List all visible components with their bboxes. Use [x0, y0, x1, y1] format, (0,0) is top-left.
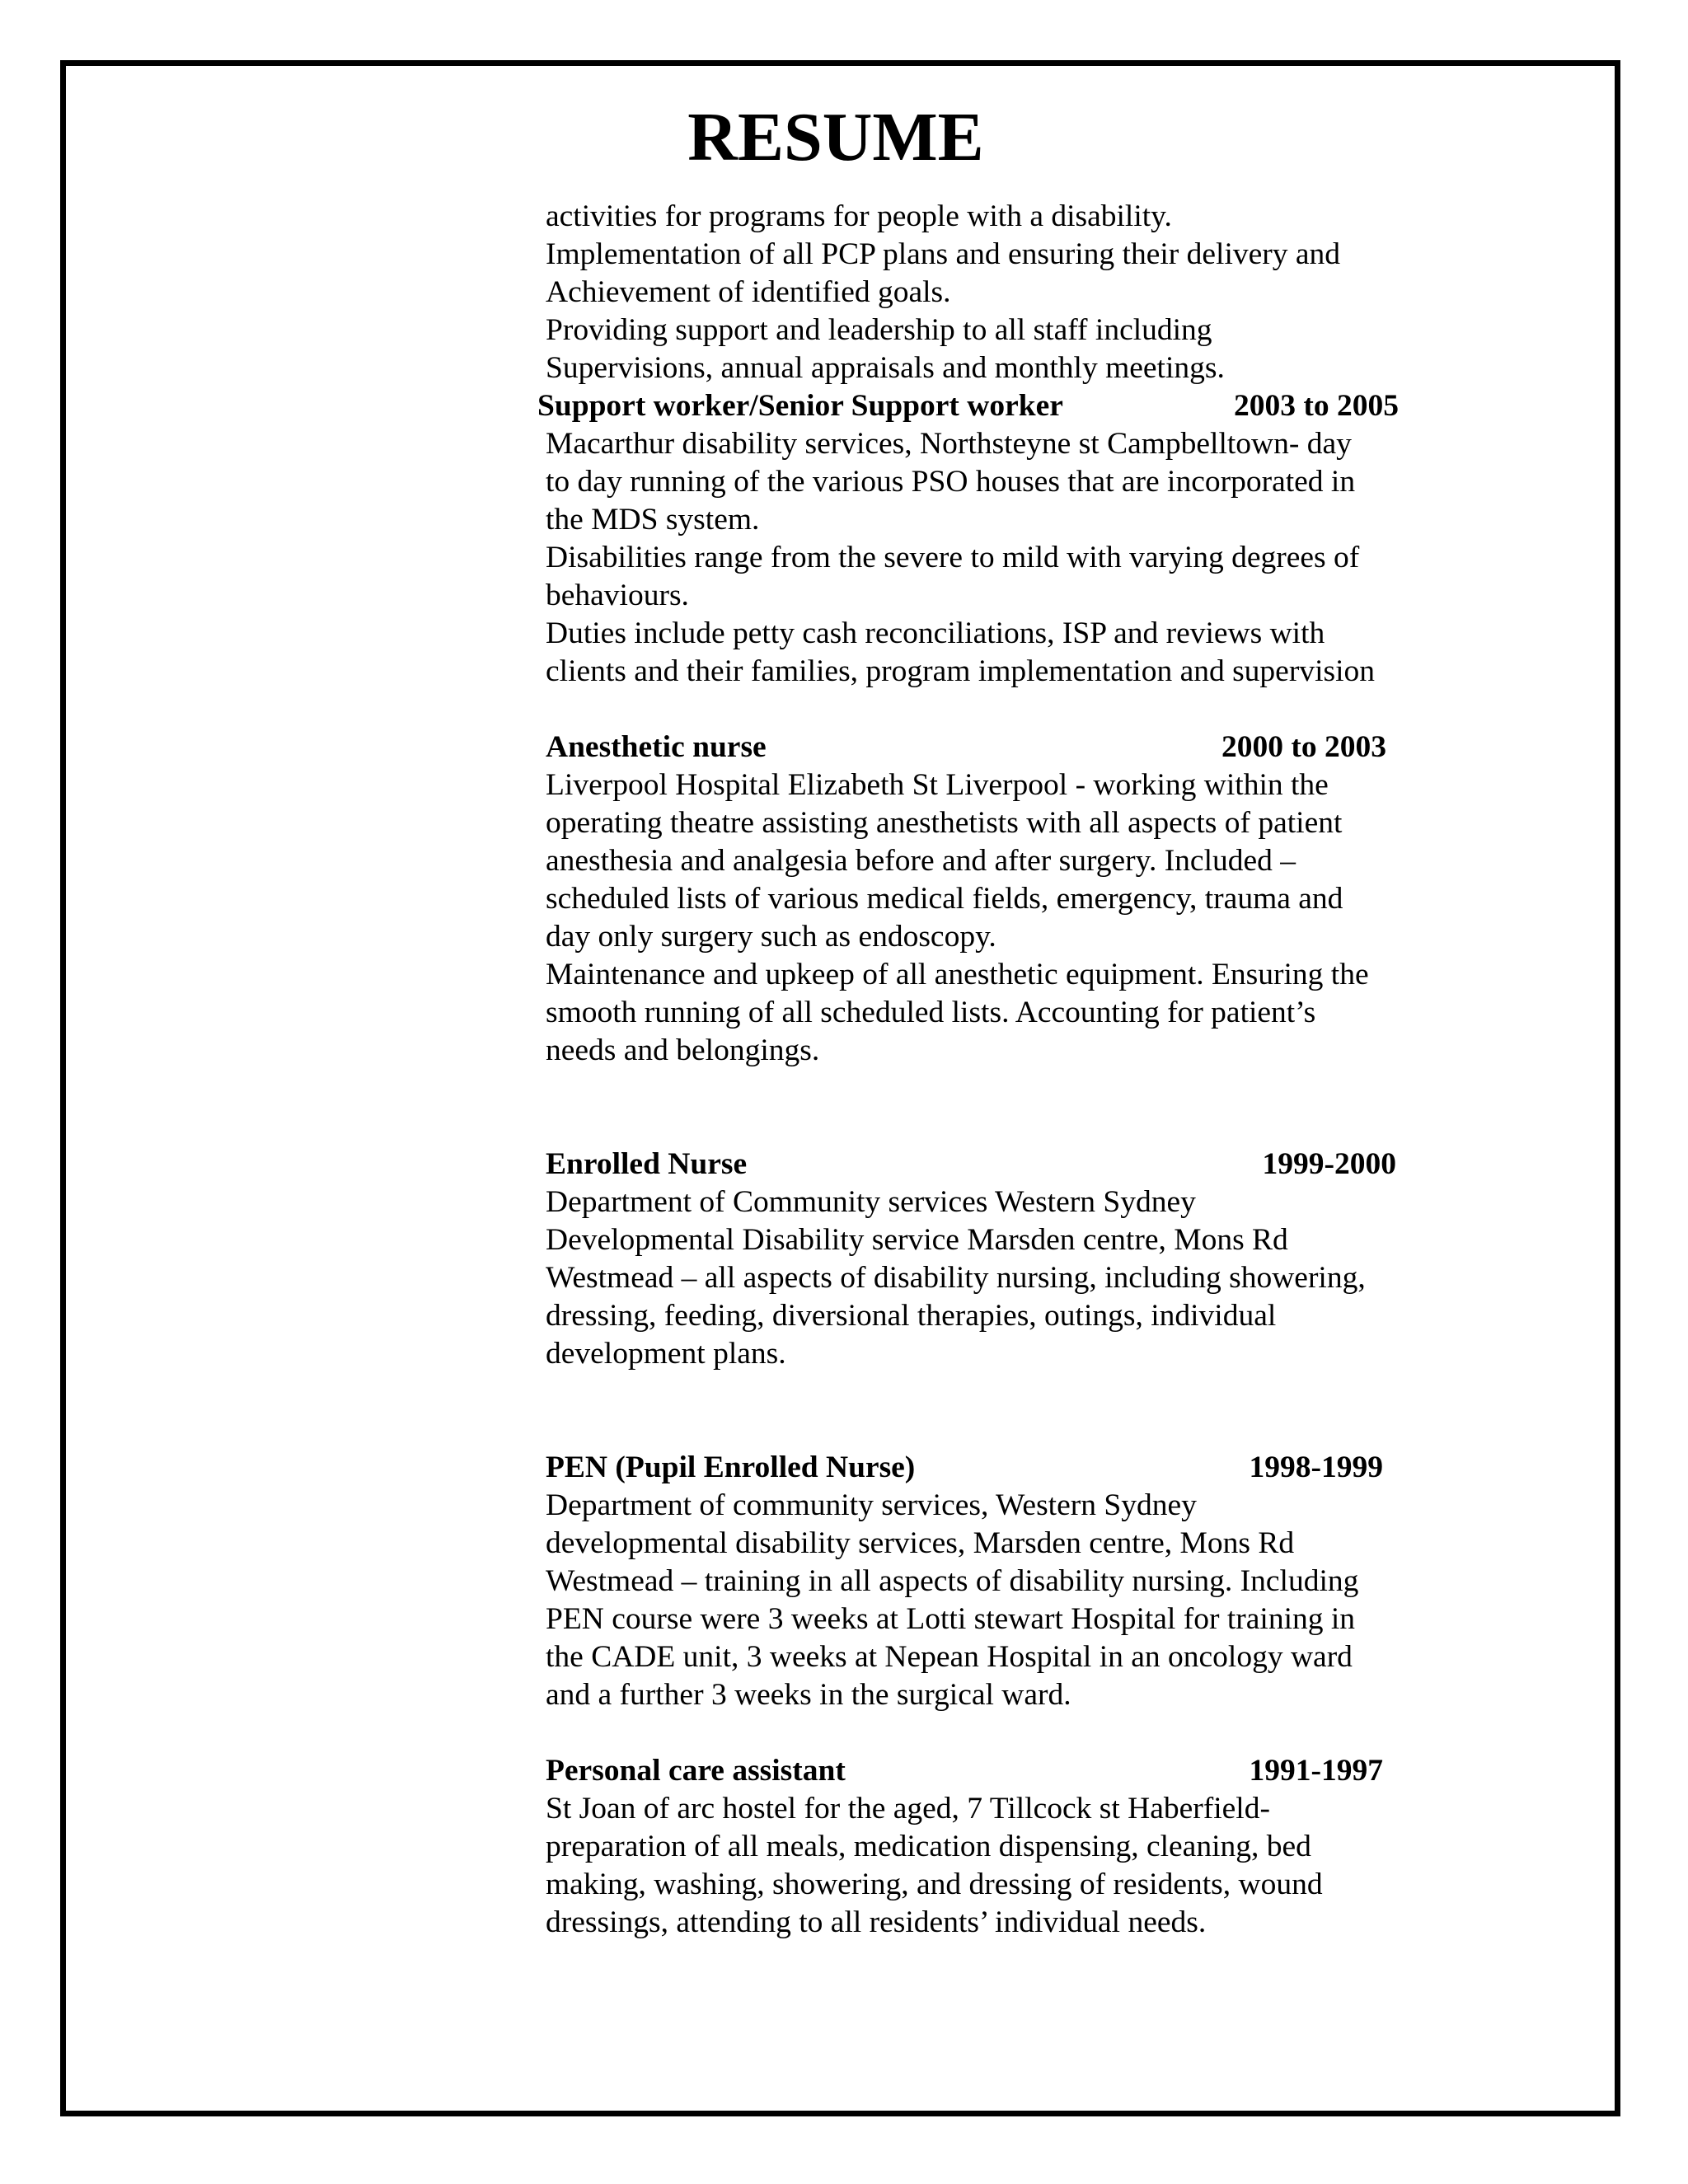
job-role: PEN (Pupil Enrolled Nurse): [546, 1451, 916, 1484]
job-heading: [546, 1449, 1383, 1487]
job-entry-enrolled-nurse: [546, 1146, 1461, 1373]
job-heading: [546, 1752, 1383, 1790]
job-description-line: developmental disability services, Marsden centre, Mons Rd: [546, 1526, 1295, 1560]
job-role: Enrolled Nurse: [546, 1147, 748, 1181]
job-description-line: Department of Community services Western Sydney: [546, 1185, 1196, 1219]
job-role: Support worker/Senior Support worker: [537, 389, 1063, 423]
job-description-line: smooth running of all scheduled lists. Accounting for patient’s: [546, 996, 1316, 1029]
intro-line: Achievement of identified goals.: [546, 275, 951, 309]
job-description-line: and a further 3 weeks in the surgical ward.: [546, 1678, 1071, 1712]
job-description-line: Disabilities range from the severe to mild with varying degrees of: [546, 541, 1360, 574]
resume-heading: RESUME: [687, 99, 984, 176]
job-description-line: anesthesia and analgesia before and after surgery. Included –: [546, 844, 1296, 878]
job-heading: [546, 729, 1386, 766]
job-description-line: day only surgery such as endoscopy.: [546, 920, 996, 954]
job-description-line: operating theatre assisting anesthetists with all aspects of patient: [546, 806, 1343, 840]
job-entry-support-worker: [537, 387, 1461, 691]
job-description-line: needs and belongings.: [546, 1033, 820, 1067]
job-dates: 1991-1997: [1249, 1754, 1383, 1788]
job-description-line: the CADE unit, 3 weeks at Nepean Hospital in an oncology ward: [546, 1640, 1353, 1674]
intro-line: Implementation of all PCP plans and ensuring their delivery and: [546, 237, 1341, 271]
job-description-line: dressings, attending to all residents’ individual needs.: [546, 1905, 1207, 1939]
job-dates: 1998-1999: [1249, 1451, 1383, 1484]
job-role: Anesthetic nurse: [546, 730, 767, 764]
job-entry-anesthetic-nurse: [546, 729, 1461, 1070]
intro-line: Supervisions, annual appraisals and monthly meetings.: [546, 351, 1225, 385]
job-description-line: Developmental Disability service Marsden centre, Mons Rd: [546, 1223, 1288, 1257]
job-heading: [546, 1146, 1396, 1183]
job-dates: 2003 to 2005: [1234, 389, 1399, 423]
job-description-line: to day running of the various PSO houses that are incorporated in: [546, 465, 1356, 499]
job-description-line: Liverpool Hospital Elizabeth St Liverpool - working within the: [546, 768, 1329, 802]
job-description-line: Duties include petty cash reconciliations, ISP and reviews with: [546, 616, 1325, 650]
job-description-line: making, washing, showering, and dressing of residents, wound: [546, 1868, 1323, 1901]
job-description-line: Westmead – training in all aspects of disability nursing. Including: [546, 1564, 1359, 1598]
page-title: [0, 96, 1688, 179]
intro-section: [546, 198, 1461, 387]
job-description-line: PEN course were 3 weeks at Lotti stewart Hospital for training in: [546, 1602, 1356, 1636]
job-description-line: development plans.: [546, 1337, 786, 1371]
resume-body: [537, 198, 1461, 1942]
job-description-line: dressing, feeding, diversional therapies, outings, individual: [546, 1299, 1277, 1333]
job-description-line: preparation of all meals, medication dispensing, cleaning, bed: [546, 1830, 1311, 1863]
job-role: Personal care assistant: [546, 1754, 846, 1788]
job-description-line: Department of community services, Western Sydney: [546, 1488, 1197, 1522]
intro-line: activities for programs for people with a disability.: [546, 199, 1172, 233]
job-entry-pupil-enrolled-nurse: [546, 1449, 1461, 1714]
job-description-line: clients and their families, program implementation and supervision: [546, 654, 1375, 688]
job-description-line: behaviours.: [546, 579, 689, 612]
job-heading: [537, 387, 1399, 425]
job-dates: 1999-2000: [1262, 1147, 1396, 1181]
job-description-line: the MDS system.: [546, 503, 760, 537]
job-description-line: Macarthur disability services, Northsteyne st Campbelltown- day: [546, 427, 1352, 461]
job-description-line: St Joan of arc hostel for the aged, 7 Tillcock st Haberfield-: [546, 1792, 1270, 1825]
intro-line: Providing support and leadership to all staff including: [546, 313, 1212, 347]
job-description-line: Westmead – all aspects of disability nursing, including showering,: [546, 1261, 1366, 1295]
job-description-line: scheduled lists of various medical fields, emergency, trauma and: [546, 882, 1343, 916]
job-dates: 2000 to 2003: [1221, 730, 1386, 764]
job-entry-personal-care-assistant: [546, 1752, 1461, 1942]
job-description-line: Maintenance and upkeep of all anesthetic equipment. Ensuring the: [546, 958, 1369, 991]
